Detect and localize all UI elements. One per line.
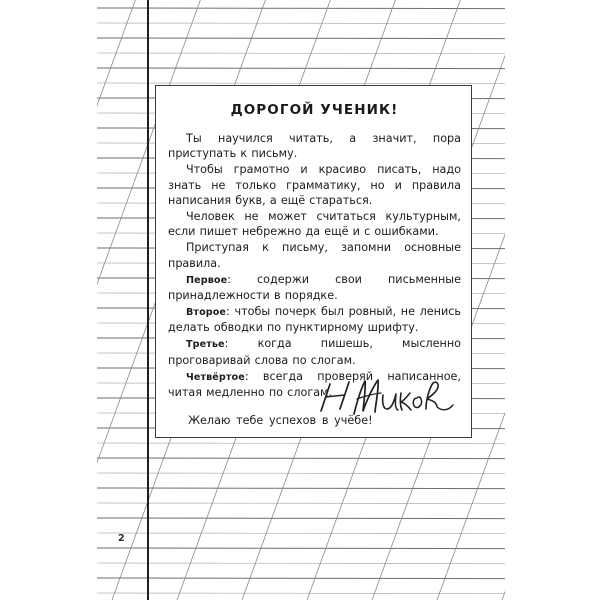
rule-line [97,593,505,594]
paragraph-text: : чтобы почерк был ровный, не ленись делать обводки по пунктирному шрифту. [168,304,461,335]
rule-line [97,68,505,69]
letter-closing: Желаю тебе успехов в учёбе! [188,414,373,428]
rule-line [97,443,505,444]
rule-line [97,458,505,459]
slant-line [0,0,135,600]
letter-body [168,96,461,429]
letter-paragraph [168,336,461,368]
paragraph-text: Ты научился читать, а значит, пора приступать к письму. [168,132,461,161]
letter-paragraph-list [168,131,461,400]
paragraph-lead-in: Четвёртое [186,371,245,383]
rule-line [97,53,505,54]
letter-paragraph [168,304,461,336]
rule-line [97,533,505,534]
page-number: 2 [118,533,125,544]
letter-paragraph [168,240,461,271]
letter-card [155,85,472,438]
handwritten-signature [307,369,457,423]
rule-line [97,503,505,504]
letter-paragraph [168,131,461,162]
rule-line [97,23,505,24]
letter-paragraph [168,272,461,304]
rule-line [97,8,505,9]
paragraph-text: Чтобы грамотно и красиво писать, надо знать не только грамматику, но и правила написания букв, а ещё стараться. [168,163,461,208]
paragraph-text: Приступая к письму, запомни основные правила. [168,241,461,270]
letter-paragraph [168,209,461,240]
rule-line [97,578,505,579]
paragraph-lead-in: Первое [186,274,228,286]
paragraph-text: : всегда проверяй написанное, читая медленно по слогам. [168,369,461,399]
rule-line [97,548,505,549]
rule-line [97,488,505,489]
paragraph-lead-in: Второе [186,306,227,318]
slant-line [502,0,600,600]
paragraph-text: : когда пишешь, мысленно проговаривай слова по слогам. [168,337,461,367]
rule-line [97,83,505,84]
paragraph-text: Человек не может считаться культурным, если пишет небрежно да ещё и с ошибками. [168,210,461,239]
rule-line [97,563,505,564]
paragraph-lead-in: Третье [186,339,225,351]
letter-paragraph [168,162,461,208]
rule-line [97,518,505,519]
rule-line [97,38,505,39]
letter-heading: ДОРОГОЙ УЧЕНИК! [230,102,399,118]
paragraph-text: : содержи свои письменные принадлежности в порядке. [168,272,461,303]
